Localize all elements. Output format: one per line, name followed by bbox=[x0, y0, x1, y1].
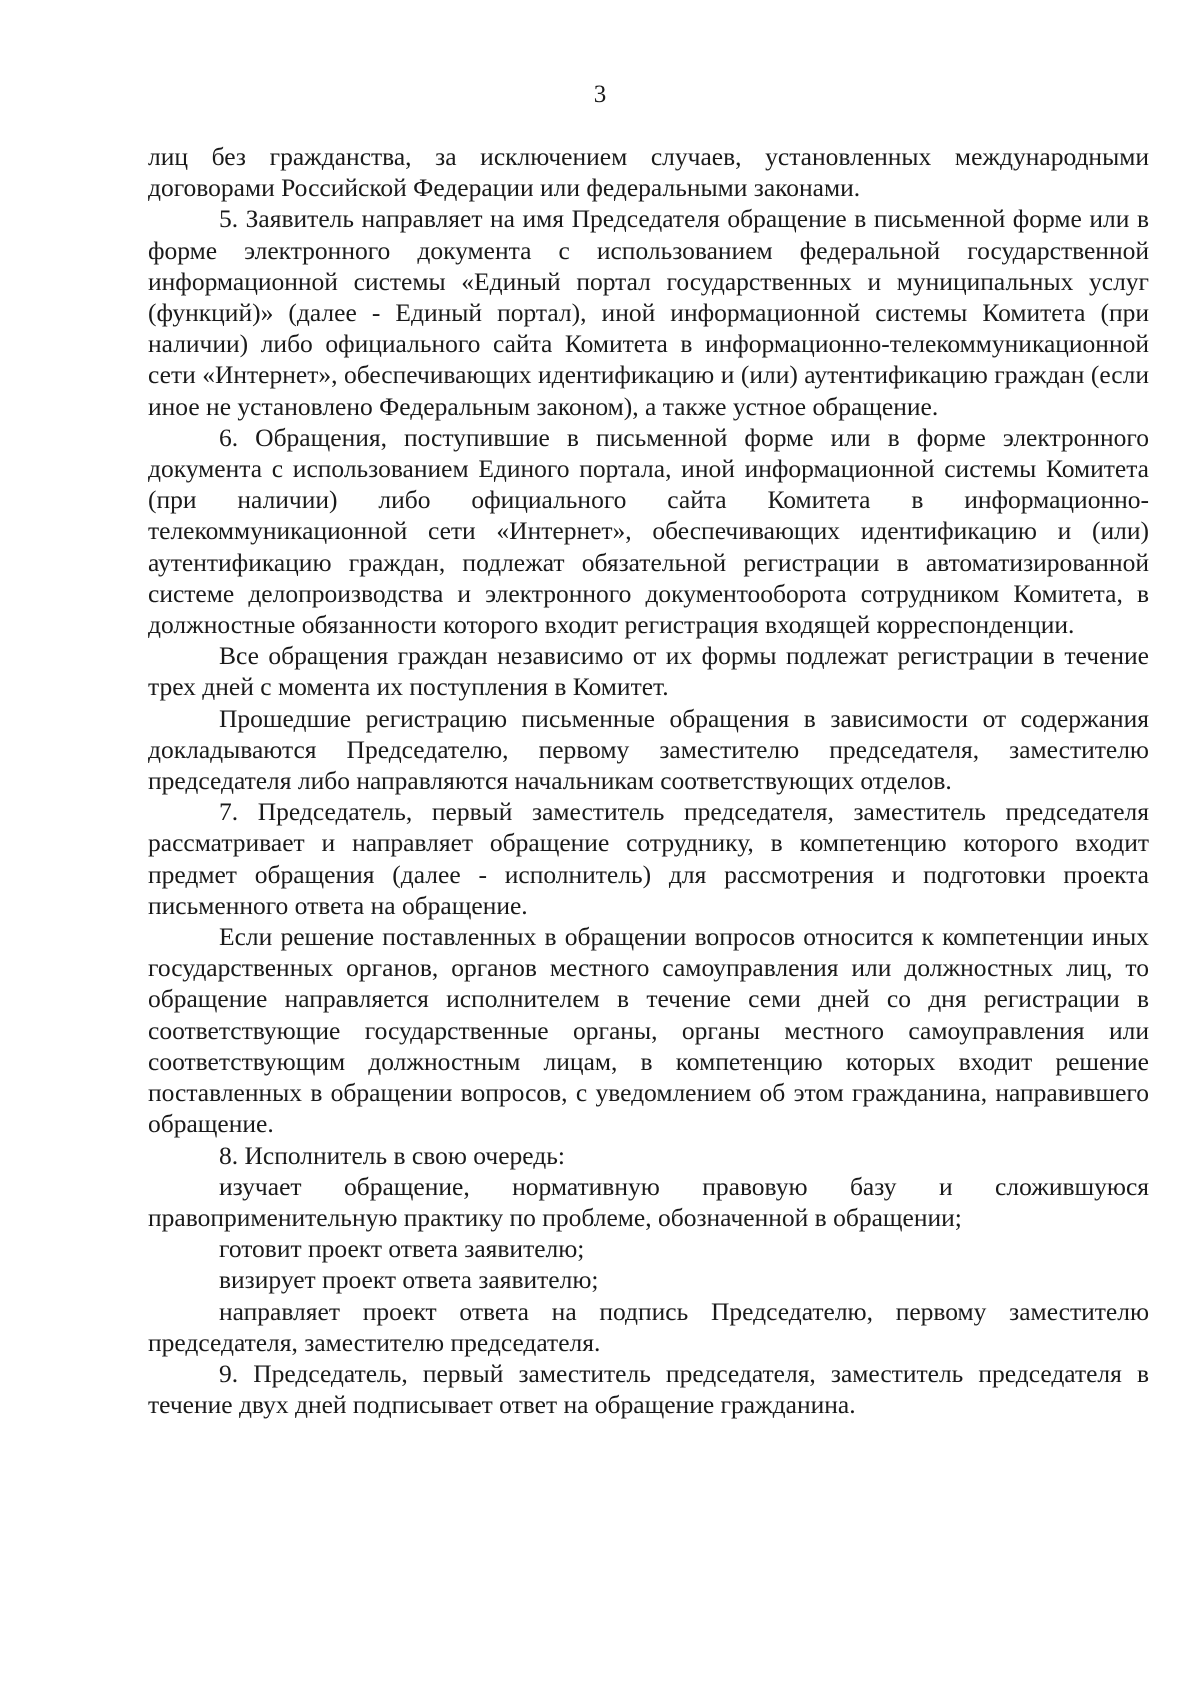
paragraph-8: 8. Исполнитель в свою очередь: bbox=[219, 1140, 565, 1170]
paragraph-continuation: лиц без гражданства, за исключением случаев, установленных международными договорами Российской Федерации или федеральными законами. bbox=[148, 142, 1149, 203]
paragraph-7-redirect: Если решение поставленных в обращении вопросов относится к компетенции иных государственных органов, органов местного самоуправления или должностных лиц, то обращение направляется исполнителем в течение семи дней со дня регистрации в соответствующие государственные органы, органы местного самоуправления или соответствующим должностным лицам, в компетенцию которых входит решение поставленных в обращении вопросов, с уведомлением об этом гражданина, направившего обращение. bbox=[148, 922, 1149, 1139]
paragraph-5: 5. Заявитель направляет на имя Председателя обращение в письменной форме или в форме электронного документа с использованием федеральной государственной информационной системы «Единый портал государственных и муниципальных услуг (функций)» (далее - Единый портал), иной информационной системы Комитета (при наличии) либо официального сайта Комитета в информационно-телекоммуникационной сети «Интернет», обеспечивающих идентификацию и (или) аутентификацию граждан (если иное не установлено Федеральным законом), а также устное обращение. bbox=[148, 204, 1149, 421]
document-text bbox=[148, 141, 1149, 1420]
paragraph-7: 7. Председатель, первый заместитель председателя, заместитель председателя рассматривает и направляет обращение сотруднику, в компетенцию которого входит предмет обращения (далее - исполнитель) для рассмотрения и подготовки проекта письменного ответа на обращение. bbox=[148, 797, 1149, 920]
paragraph-8-item-prepare: готовит проект ответа заявителю; bbox=[219, 1234, 585, 1264]
paragraph-6: 6. Обращения, поступившие в письменной форме или в форме электронного документа с использованием Единого портала, иной информационной системы Комитета (при наличии) либо официального сайта Комитета в информационно-телекоммуникационной сети «Интернет», обеспечивающих идентификацию и (или) аутентификацию граждан, подлежат обязательной регистрации в автоматизированной системе делопроизводства и электронного документооборота сотрудником Комитета, в должностные обязанности которого входит регистрация входящей корреспонденции. bbox=[148, 422, 1149, 640]
paragraph-6-distribution: Прошедшие регистрацию письменные обращения в зависимости от содержания докладываются Председателю, первому заместителю председателя, заместителю председателя либо направляются начальникам соответствующих отделов. bbox=[148, 703, 1149, 796]
paragraph-8-item-study: изучает обращение, нормативную правовую базу и сложившуюся правоприменительную практику по проблеме, обозначенной в обращении; bbox=[148, 1171, 1149, 1232]
paragraph-6-registration: Все обращения граждан независимо от их формы подлежат регистрации в течение трех дней с момента их поступления в Комитет. bbox=[148, 641, 1149, 702]
page-number: 3 bbox=[593, 81, 607, 108]
paragraph-8-item-endorse: визирует проект ответа заявителю; bbox=[219, 1265, 599, 1295]
paragraph-9: 9. Председатель, первый заместитель председателя, заместитель председателя в течение двух дней подписывает ответ на обращение гражданина. bbox=[148, 1358, 1149, 1420]
paragraph-8-item-submit: направляет проект ответа на подпись Председателю, первому заместителю председателя, заместителю председателя. bbox=[148, 1296, 1149, 1357]
